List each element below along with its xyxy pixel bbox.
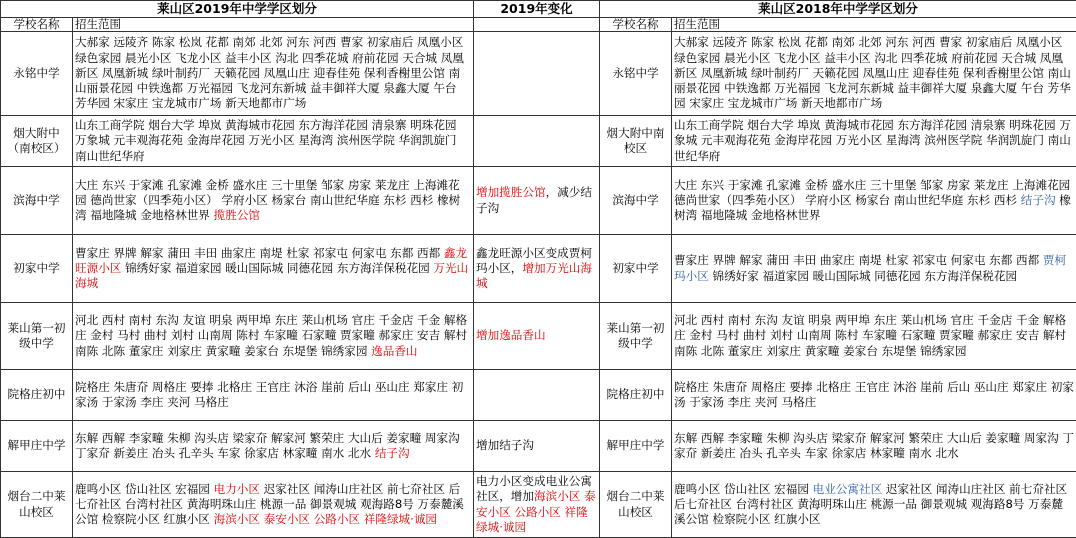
change-col-header: [474, 18, 600, 32]
school-name-2018: 院格庄初中: [600, 370, 672, 421]
school-name-2018: 烟大附中南校区: [600, 116, 672, 167]
change-cell: [474, 303, 600, 370]
range-col-header-2019: 招生范围: [73, 18, 474, 32]
range-2018: [672, 235, 1076, 303]
highlight-text-red: 海滨小区 泰安小区 公路小区 祥隆绿城·诚园: [476, 489, 596, 533]
range-2019: [73, 116, 474, 167]
school-name-2018: 永铭中学: [600, 32, 672, 116]
table-row: [1, 116, 1076, 167]
text-segment: 院格庄 朱唐夼 周格庄 要捧 北格庄 王官庄 沐浴 崖前 后山 巫山庄 郑家庄 初家汤 于家汤 李庄 夹河 马格庄: [75, 380, 463, 409]
school-name-2019: 烟大附中（南校区）: [1, 116, 73, 167]
school-name-2019: 莱山第一初级中学: [1, 303, 73, 370]
highlight-text-red: 增加揽胜公馆: [476, 185, 546, 199]
change-cell: [474, 235, 600, 303]
highlight-text-red: 结子沟: [375, 446, 410, 460]
range-col-header-2018: 招生范围: [672, 18, 1076, 32]
text-segment: 鹿鸣小区 岱山社区 宏福园: [75, 482, 214, 496]
change-cell: [474, 370, 600, 421]
highlight-text-red: 电力小区: [214, 482, 260, 496]
highlight-text-red: 万光山海城: [75, 261, 468, 290]
table-row: [1, 32, 1076, 116]
school-name-2018: 莱山第一初级中学: [600, 303, 672, 370]
table-body: [1, 32, 1076, 538]
text-segment: 迟家社区 闻涛山庄社区 前七夼社区 后七夼社区 台湾村社区 黄海明珠山庄 桃源一品 御景观城 观海路8号 万泰麓溪公馆 检察院小区 红旗小区: [674, 482, 1067, 526]
text-segment: 大庄 东兴 于家滩 孔家滩 金桥 盛水庄 三十里堡 邹家 房家 莱龙庄 上海滩花园 德尚世家（四季苑小区） 学府小区 杨家台 南山世纪华庭 东杉 西杉 橡树湾 福地隆城 金地格林世界: [75, 178, 460, 222]
table-row: [1, 421, 1076, 472]
title-row: [1, 1, 1076, 18]
text-segment: 大郝家 远陵齐 陈家 松岚 花都 南郊 北郊 河东 河西 曹家 初家庙后 凤凰小区 绿色家园 晨光小区 飞龙小区 益丰小区 沟北 四季花城 府前花园 天合城 凤凰新区 凤凰新城 绿叶制药厂 天籁花园 凤凰山庄 迎春佳苑 保利香榭里公馆 南山丽景花园 中铁逸都 万光福园 飞龙河东新城 益丰御祥大厦 泉鑫大厦 午台 芳华园 宋家庄 宝龙城市广场 新天地都市广场: [75, 35, 464, 110]
text-segment: 锦绣好家 福道家园 暖山国际城 同德花园 东方海洋保税花园: [121, 261, 433, 275]
text-segment: 迟家社区 闻涛山庄社区 前七夼社区 后七夼社区 台湾村社区 黄海明珠山庄 桃源一品 御景观城 观海路8号 万泰麓溪公馆 检察院小区 红旗小区: [75, 482, 464, 526]
text-segment: 增加结子沟: [476, 438, 534, 452]
title-2018: 莱山区2018年中学学区划分: [600, 1, 1076, 18]
text-segment: 大庄 东兴 于家滩 孔家滩 金桥 盛水庄 三十里堡 邹家 房家 莱龙庄 上海滩花园 德尚世家（四季苑小区） 学府小区 杨家台 南山世纪华庭 东杉 西杉: [674, 178, 1070, 207]
change-cell: [474, 167, 600, 235]
text-segment: 山东工商学院 烟台大学 埠岚 黄海城市花园 东方海洋花园 清泉寨 明珠花园 万象城 元丰观海花苑 金海岸花园 万光小区 星海湾 滨州医学院 华润凯旋门 南山世纪华府: [75, 118, 457, 162]
school-name-2019: 解甲庄中学: [1, 421, 73, 472]
title-2019: 莱山区2019年中学学区划分: [1, 1, 474, 18]
change-cell: [474, 421, 600, 472]
school-col-header-2019: 学校名称: [1, 18, 73, 32]
text-segment: 锦绣好家 福道家园 暖山国际城 同德花园 东方海洋保税花园: [709, 269, 1017, 283]
range-2018: [672, 116, 1076, 167]
range-2018: [672, 472, 1076, 538]
highlight-text-red: 揽胜公馆: [214, 208, 260, 222]
school-name-2018: 烟台二中莱山校区: [600, 472, 672, 538]
highlight-text-blue: 贾柯玛小区: [674, 253, 1066, 282]
text-segment: 山东工商学院 烟台大学 埠岚 黄海城市花园 东方海洋花园 清泉寨 明珠花园 万象城 元丰观海花苑 金海岸花园 万光小区 星海湾 滨州医学院 华润凯旋门 南山世纪华府: [674, 118, 1071, 162]
school-name-2019: 烟台二中莱山校区: [1, 472, 73, 538]
school-name-2019: 院格庄初中: [1, 370, 73, 421]
highlight-text-red: 增加逸品香山: [476, 328, 546, 342]
range-2019: [73, 167, 474, 235]
text-segment: 鑫龙旺源小区变成贾柯玛小区，: [476, 246, 592, 275]
range-2019: [73, 235, 474, 303]
range-2019: [73, 303, 474, 370]
highlight-text-blue: 结子沟: [1021, 193, 1056, 207]
range-2018: [672, 370, 1076, 421]
text-segment: 曹家庄 界牌 解家 蒲田 丰田 曲家庄 南堤 杜家 祁家屯 何家屯 东都 西都: [674, 253, 1043, 267]
range-2018: [672, 303, 1076, 370]
table-row: [1, 303, 1076, 370]
school-name-2019: 初家中学: [1, 235, 73, 303]
highlight-text-red: 海滨小区 泰安小区 公路小区 祥隆绿城·诚园: [214, 512, 437, 526]
text-segment: 东解 西解 李家疃 朱柳 沟头店 梁家夼 解家河 繁荣庄 大山后 姜家疃 周家沟 丁家夼 新姜庄 冶头 孔辛头 车家 徐家店 林家疃 南水 北水: [674, 431, 1074, 460]
highlight-text-red: 鑫龙旺源小区: [75, 246, 467, 275]
school-col-header-2018: 学校名称: [600, 18, 672, 32]
change-cell: [474, 32, 600, 116]
text-segment: 曹家庄 界牌 解家 蒲田 丰田 曲家庄 南堤 杜家 祁家屯 何家屯 东都 西都: [75, 246, 444, 260]
range-2019: [73, 370, 474, 421]
text-segment: 河北 西村 南村 东沟 友谊 明泉 两甲埠 东庄 莱山机场 官庄 千金店 千金 解格庄 金村 马村 曲村 刘村 山南周 陈村 车家疃 石家疃 贾家疃 郝家庄 安吉 解村 南陈 北陈 董家庄 刘家庄 黄家疃 姜家台 东堤堡 锦绣家园: [75, 313, 467, 357]
table-row: [1, 370, 1076, 421]
range-2019: [73, 32, 474, 116]
text-segment: 河北 西村 南村 东沟 友谊 明泉 两甲埠 东庄 莱山机场 官庄 千金店 千金 解格庄 金村 马村 曲村 刘村 山南周 陈村 车家疃 石家疃 贾家疃 郝家庄 安吉 解村 南陈 北陈 董家庄 刘家庄 黄家疃 姜家台 东堤堡 锦绣家园: [674, 313, 1066, 357]
range-2018: [672, 32, 1076, 116]
change-cell: [474, 472, 600, 538]
highlight-text-blue: 电业公寓社区: [813, 482, 883, 496]
highlight-text-red: 逸品香山: [371, 344, 417, 358]
text-segment: 东解 西解 李家疃 朱柳 沟头店 梁家夼 解家河 繁荣庄 大山后 姜家疃 周家沟 丁家夼 新姜庄 冶头 孔辛头 车家 徐家店 林家疃 南水 北水: [75, 431, 460, 460]
text-segment: ，减少结子沟: [476, 185, 592, 214]
range-2019: [73, 421, 474, 472]
text-segment: 电力小区变成电业公寓社区，增加: [476, 474, 592, 503]
text-segment: 橡树湾 福地隆城 金地格林世界: [674, 193, 1071, 222]
range-2018: [672, 167, 1076, 235]
table-row: [1, 472, 1076, 538]
highlight-text-red: 增加万光山海城: [476, 261, 592, 290]
range-2018: [672, 421, 1076, 472]
text-segment: 大郝家 远陵齐 陈家 松岚 花都 南郊 北郊 河东 河西 曹家 初家庙后 凤凰小区 绿色家园 晨光小区 飞龙小区 益丰小区 沟北 四季花城 府前花园 天合城 凤凰新区 凤凰新城 绿叶制药厂 天籁花园 凤凰山庄 迎春佳苑 保利香榭里公馆 南山丽景花园 中铁逸都 万光福园 飞龙河东新城 益丰御祥大厦 泉鑫大厦 午台 芳华园 宋家庄 宝龙城市广场 新天地都市广场: [674, 35, 1071, 110]
subheader-row: [1, 18, 1076, 32]
text-segment: 鹿鸣小区 岱山社区 宏福园: [674, 482, 813, 496]
title-change: 2019年变化: [474, 1, 600, 18]
range-2019: [73, 472, 474, 538]
school-name-2018: 滨海中学: [600, 167, 672, 235]
school-name-2018: 解甲庄中学: [600, 421, 672, 472]
school-name-2018: 初家中学: [600, 235, 672, 303]
change-cell: [474, 116, 600, 167]
school-name-2019: 滨海中学: [1, 167, 73, 235]
table-row: [1, 235, 1076, 303]
school-name-2019: 永铭中学: [1, 32, 73, 116]
table-row: [1, 167, 1076, 235]
text-segment: 院格庄 朱唐夼 周格庄 要捧 北格庄 王官庄 沐浴 崖前 后山 巫山庄 郑家庄 初家汤 于家汤 李庄 夹河 马格庄: [674, 380, 1074, 409]
